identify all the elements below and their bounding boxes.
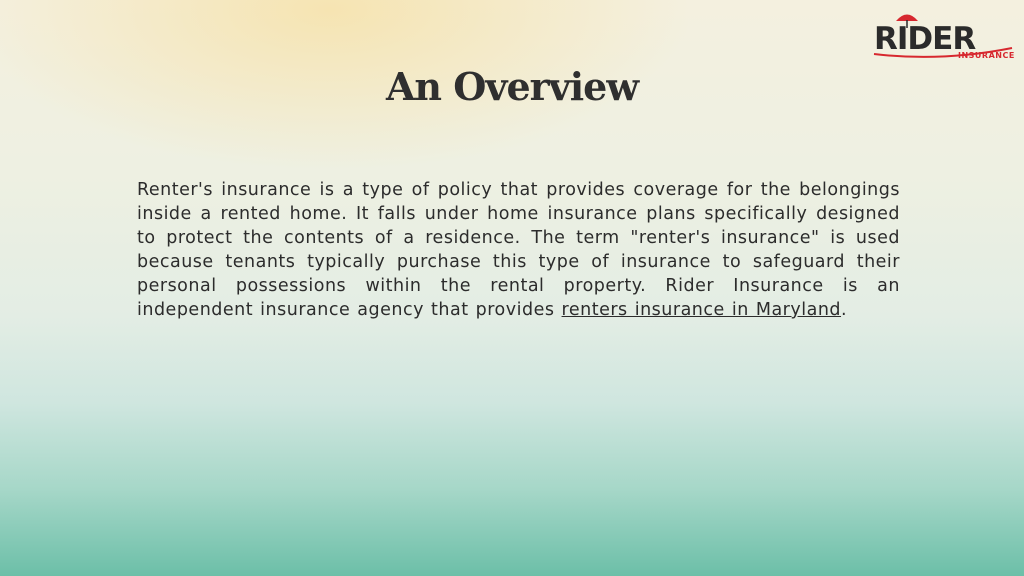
svg-text:INSURANCE: INSURANCE [958,51,1015,58]
slide-title: An Overview [385,64,639,109]
svg-text:RIDER: RIDER [874,21,976,57]
paragraph-end: . [841,300,848,320]
renters-insurance-maryland-link[interactable]: renters insurance in Maryland [561,300,842,320]
paragraph-text: Renter's insurance is a type of policy that provides coverage for the belongings inside a rented home. It falls under home insurance plans specifically designed to protect the contents of a residence. The term "renter's insurance" is used because tenants typically purchase this type of insurance to safeguard their personal possessions within the rental property. Rider Insurance is an independent insurance agency that provides [137,180,900,320]
overview-paragraph [137,178,900,322]
rider-insurance-logo [872,8,1016,58]
